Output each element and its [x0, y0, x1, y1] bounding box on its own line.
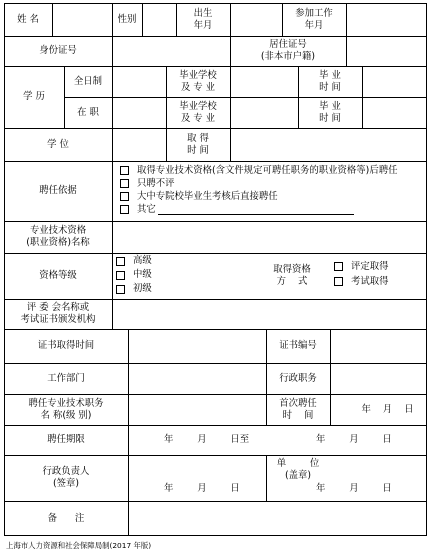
checkbox-icon[interactable]: [334, 262, 343, 271]
unit-seal-date[interactable]: 年 月 日: [316, 483, 392, 494]
onjob-school-label: [166, 97, 230, 128]
degree-obtain-time-label-line1: 取 得: [187, 132, 209, 144]
work-start-label: [282, 3, 346, 36]
fulltime-grad-time-value[interactable]: [362, 66, 427, 97]
basis-options: [120, 164, 425, 220]
obtain-method-label-line1: 取得资格: [273, 264, 311, 275]
qual-level-label: 资格等级: [39, 270, 77, 281]
checkbox-icon[interactable]: [116, 271, 125, 280]
col-line: [230, 36, 231, 66]
remarks-label: 备 注: [47, 512, 85, 524]
leader-label-line2: (签章): [52, 478, 80, 489]
onjob-label: 在 职: [77, 106, 99, 118]
residence-label-line2: (非本市户籍): [260, 51, 316, 62]
department-value[interactable]: [128, 363, 266, 394]
col-line: [230, 3, 231, 36]
fulltime-grad-time-label-line2: 时 间: [319, 81, 341, 93]
appointment-form: [4, 3, 427, 536]
fulltime-education-value[interactable]: [112, 66, 166, 97]
col-line: [52, 3, 53, 36]
name-value[interactable]: [52, 3, 112, 36]
committee-label-line2: 考试证书颁发机构: [20, 314, 96, 325]
name-label: 姓 名: [17, 13, 39, 25]
basis-option-3[interactable]: [120, 190, 425, 203]
col-line: [266, 455, 267, 501]
admin-post-label: 行政职务: [279, 372, 317, 384]
work-start-value[interactable]: [346, 3, 427, 36]
basis-option-1-label: 取得专业技术资格(含文件规定可聘任职务的职业资格等)后聘任: [137, 165, 398, 176]
level-option-intermediate-label: 中级: [133, 269, 152, 280]
birth-value[interactable]: [230, 3, 282, 36]
col-line: [266, 329, 267, 425]
col-line: [128, 329, 129, 536]
post-name-label-line1: 聘任专业技术职务: [28, 397, 104, 409]
post-name-label: [4, 394, 128, 425]
row-line: [4, 221, 427, 222]
col-line: [298, 66, 299, 128]
row-line: [4, 329, 427, 330]
work-start-label-line2: 年月: [304, 19, 324, 31]
cert-no-value[interactable]: [330, 329, 427, 363]
leader-label: [4, 455, 128, 501]
fulltime-school-value[interactable]: [230, 66, 298, 97]
basis-option-2[interactable]: [120, 177, 425, 190]
residence-label: [230, 36, 346, 66]
row-line: [64, 97, 427, 98]
row-line: [4, 253, 427, 254]
col-line: [230, 66, 231, 161]
onjob-school-label-line1: 毕业学校: [179, 100, 217, 112]
method-option-exam-label: 考试取得: [351, 276, 389, 287]
col-line: [282, 3, 283, 36]
row-line: [4, 128, 427, 129]
gender-label: 性别: [117, 13, 137, 25]
border-top: [4, 3, 427, 4]
row-line: [4, 161, 427, 162]
obtain-method-label: [260, 253, 324, 299]
remarks-value[interactable]: [128, 501, 427, 536]
col-line: [64, 66, 65, 128]
method-option-assessed[interactable]: [334, 259, 424, 274]
basis-option-4-label: 其它: [137, 204, 156, 215]
term-to-date[interactable]: 年 月 日: [316, 434, 392, 445]
fulltime-grad-time-label-line1: 毕 业: [319, 69, 341, 81]
row-line: [4, 363, 427, 364]
level-option-senior-label: 高级: [133, 255, 152, 266]
post-name-label-line2: 名 称(级 别): [40, 409, 92, 421]
row-line: [4, 394, 427, 395]
col-line: [346, 3, 347, 36]
level-option-intermediate[interactable]: [116, 268, 256, 282]
cert-time-label: 证书取得时间: [37, 340, 95, 351]
committee-label: [4, 299, 112, 329]
level-options: [116, 254, 256, 298]
unit-label-line1: 单 位: [276, 458, 320, 469]
fulltime-school-label-line1: 毕业学校: [179, 69, 217, 81]
col-line: [112, 3, 113, 36]
border-right: [426, 3, 427, 536]
row-line: [4, 501, 427, 502]
qual-name-value[interactable]: [112, 221, 427, 253]
work-start-label-line1: 参加工作: [295, 7, 333, 19]
degree-obtain-time-label: [166, 128, 230, 161]
post-name-value[interactable]: [128, 394, 266, 425]
checkbox-icon[interactable]: [120, 192, 129, 201]
onjob-school-value[interactable]: [230, 97, 298, 128]
admin-post-value[interactable]: [330, 363, 427, 394]
residence-label-line1: 居住证号: [269, 39, 307, 50]
term-label: 聘任期限: [47, 434, 85, 445]
fulltime-school-label: [166, 66, 230, 97]
onjob-school-label-line2: 及 专 业: [180, 112, 216, 124]
birth-label: [176, 3, 230, 36]
residence-value[interactable]: [346, 36, 427, 66]
obtain-method-label-line2: 方 式: [276, 276, 308, 287]
col-line: [346, 36, 347, 66]
fulltime-school-label-line2: 及 专 业: [180, 81, 216, 93]
checkbox-icon[interactable]: [116, 285, 125, 294]
border-left: [4, 3, 5, 536]
method-option-exam[interactable]: [334, 274, 424, 289]
footer-note: 上海市人力资源和社会保障局制(2017 年版): [6, 541, 152, 550]
leader-label-line1: 行政负责人: [42, 466, 90, 477]
level-option-junior[interactable]: [116, 282, 256, 296]
degree-obtain-time-value[interactable]: [230, 128, 427, 161]
level-option-junior-label: 初级: [133, 283, 152, 294]
col-line: [112, 66, 113, 161]
basis-option-1[interactable]: [120, 164, 425, 177]
qual-name-label-line2: (职业资格)名称: [26, 237, 90, 248]
row-line: [4, 455, 427, 456]
onjob-education-value[interactable]: [112, 97, 166, 128]
checkbox-icon[interactable]: [116, 257, 125, 266]
border-bottom: [4, 535, 427, 536]
basis-option-3-label: 大中专院校毕业生考核后直接聘任: [137, 191, 278, 202]
col-line: [362, 66, 363, 128]
qual-name-label-line1: 专业技术资格: [29, 225, 87, 236]
row-line: [4, 66, 427, 67]
onjob-grad-time-value[interactable]: [362, 97, 427, 128]
degree-label: 学 位: [47, 138, 69, 150]
committee-value[interactable]: [112, 299, 427, 329]
col-line: [330, 329, 331, 425]
col-line: [142, 3, 143, 36]
checkbox-icon[interactable]: [120, 179, 129, 188]
onjob-grad-time-label-line1: 毕 业: [319, 100, 341, 112]
id-number-value[interactable]: [112, 36, 230, 66]
education-label: 学 历: [23, 91, 45, 102]
birth-label-line2: 年月: [193, 19, 213, 31]
first-hire-label: [266, 394, 330, 425]
method-options: [334, 259, 424, 293]
checkbox-icon[interactable]: [120, 205, 129, 214]
first-hire-date[interactable]: 年 月 日: [361, 403, 414, 415]
row-line: [4, 425, 427, 426]
col-line: [112, 36, 113, 66]
method-option-assessed-label: 评定取得: [351, 261, 389, 272]
col-line: [176, 3, 177, 36]
fulltime-grad-time-label: [298, 66, 362, 97]
level-option-senior[interactable]: [116, 254, 256, 268]
cert-time-value[interactable]: [128, 329, 266, 363]
degree-obtain-time-label-line2: 时 间: [187, 144, 209, 156]
committee-label-line1: 评 委 会名称或: [26, 302, 90, 313]
onjob-grad-time-label-line2: 时 间: [319, 112, 341, 124]
gender-value[interactable]: [142, 3, 176, 36]
birth-label-line1: 出生: [193, 7, 213, 19]
row-line: [4, 36, 427, 37]
other-blank-line[interactable]: [158, 204, 354, 215]
id-number-label: 身份证号: [39, 45, 77, 56]
qual-name-label: [4, 221, 112, 253]
fulltime-label: 全日制: [73, 75, 103, 87]
first-hire-label-line2: 时 间: [282, 409, 314, 421]
col-line: [112, 161, 113, 329]
row-line: [4, 299, 427, 300]
first-hire-label-line1: 首次聘任: [279, 397, 317, 409]
department-label: 工作部门: [47, 372, 85, 384]
col-line: [166, 66, 167, 161]
checkbox-icon[interactable]: [334, 277, 343, 286]
onjob-grad-time-label: [298, 97, 362, 128]
basis-label: 聘任依据: [39, 185, 77, 196]
basis-option-2-label: 只聘不评: [137, 178, 175, 189]
degree-value[interactable]: [112, 128, 166, 161]
term-from-date[interactable]: 年 月 日至: [164, 434, 250, 445]
cert-no-label: 证书编号: [279, 340, 317, 351]
leader-sign-date[interactable]: 年 月 日: [164, 483, 240, 494]
unit-label-line2: (盖章): [284, 470, 312, 481]
basis-option-4[interactable]: [120, 203, 425, 216]
checkbox-icon[interactable]: [120, 166, 129, 175]
